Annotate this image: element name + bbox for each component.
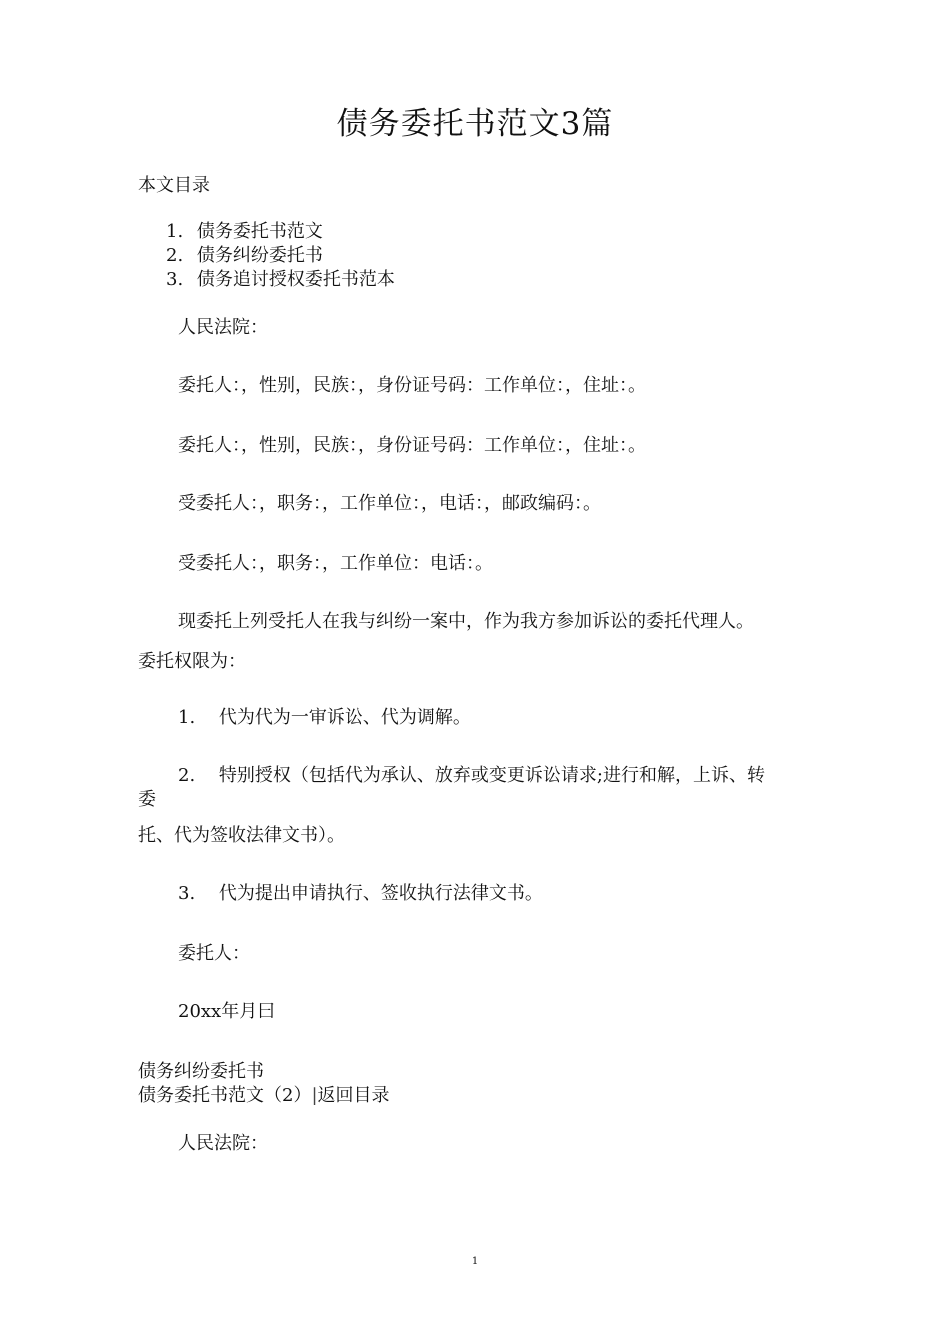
toc-item-label: 债务纠纷委托书 (196, 245, 323, 266)
agent-line: 受委托人：，职务：，工作单位：，电话：，邮政编码：。 (178, 493, 601, 514)
court-line: 人民法院： (178, 1133, 268, 1154)
authority-item (178, 706, 471, 730)
principal-line: 委托人：，性别，民族：，身份证号码：工作单位：，住址：。 (178, 435, 646, 456)
toc-item-number: 3. (166, 269, 184, 290)
authority-item-cont: 托、代为签收法律文书）。 (138, 825, 345, 846)
toc-item[interactable] (166, 268, 395, 292)
section-nav (138, 1084, 390, 1108)
authority-item (178, 764, 765, 788)
toc-item-label: 债务委托书范文 (196, 221, 323, 242)
authority-item-number: 3. (178, 883, 196, 904)
document-title: 债务委托书范文3篇 (336, 106, 614, 142)
signer-line: 委托人： (178, 943, 250, 964)
entrust-paragraph-cont: 委托权限为： (138, 651, 246, 672)
page-number: 1 (471, 1256, 479, 1267)
toc-item-number: 2. (166, 245, 184, 266)
date-line: 20xx年月曰 (178, 1001, 276, 1022)
authority-item (178, 882, 543, 906)
agent-line: 受委托人：，职务：，工作单位：电话：。 (178, 553, 493, 574)
authority-item-text: 代为代为一审诉讼、代为调解。 (218, 707, 471, 728)
section-title: 债务委托书范文（2） (138, 1085, 312, 1106)
back-to-toc-link[interactable]: 返回目录 (317, 1085, 390, 1106)
authority-item-number: 2. (178, 765, 196, 786)
principal-line: 委托人：，性别，民族：，身份证号码：工作单位：，住址：。 (178, 375, 646, 396)
authority-item-text: 特别授权（包括代为承认、放弃或变更诉讼请求;进行和解，上诉、转 (218, 765, 765, 786)
toc-item-label: 债务追讨授权委托书范本 (196, 269, 395, 290)
nav-separator: | (311, 1085, 318, 1106)
authority-item-text: 代为提出申请执行、签收执行法律文书。 (218, 883, 543, 904)
toc-item[interactable] (166, 220, 323, 244)
entrust-paragraph: 现委托上列受托人在我与纠纷一案中，作为我方参加诉讼的委托代理人。 (178, 611, 754, 632)
authority-item-wrap: 委 (138, 789, 156, 810)
authority-item-number: 1. (178, 707, 196, 728)
toc-item-number: 1. (166, 221, 184, 242)
court-line: 人民法院： (178, 317, 268, 338)
toc-item[interactable] (166, 244, 323, 268)
toc-heading: 本文目录 (138, 175, 210, 196)
section-heading: 债务纠纷委托书 (138, 1061, 264, 1082)
